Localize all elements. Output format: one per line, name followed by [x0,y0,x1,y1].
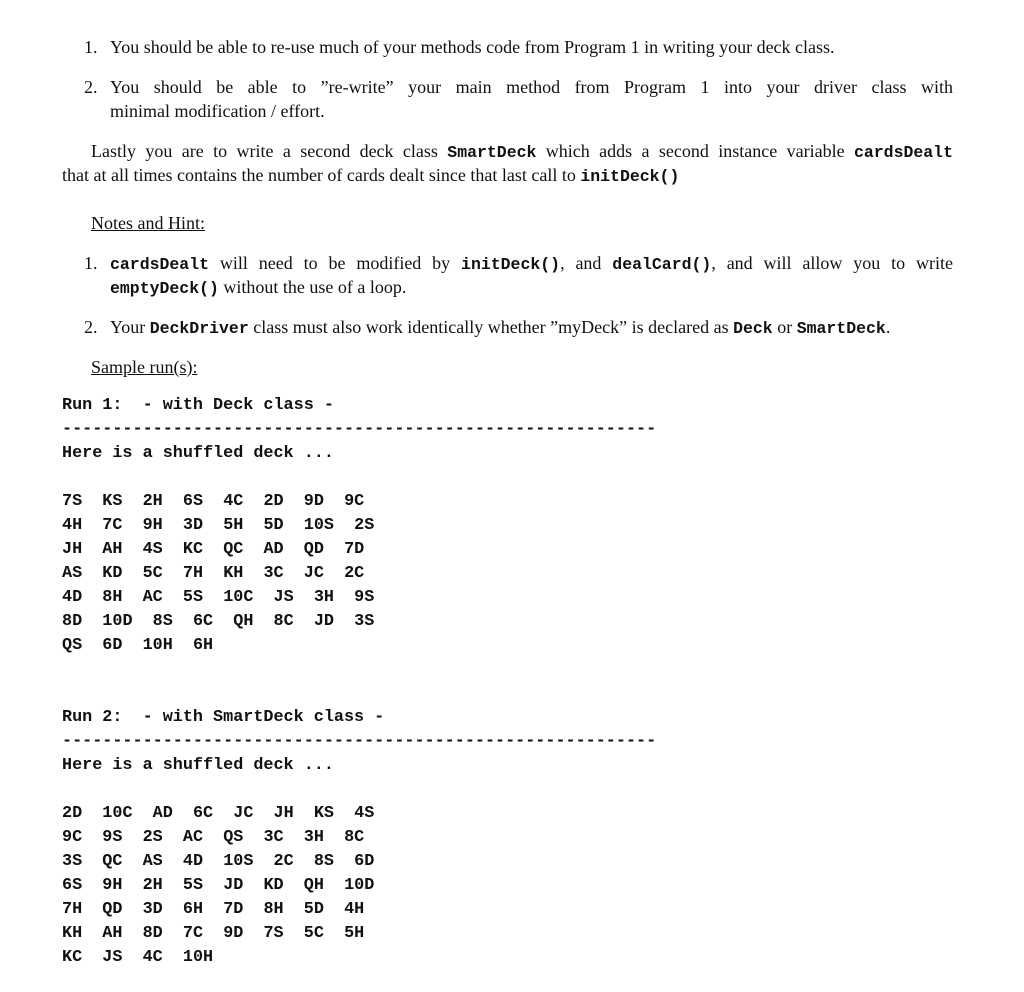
card: 8H [102,588,143,607]
card: 4H [344,900,385,919]
card: JH [273,804,314,823]
card: 6D [102,636,143,655]
card: QS [62,636,103,655]
run-title: Run 2: - with SmartDeck class - [62,708,385,727]
card: 4D [62,588,103,607]
card: 4C [223,492,264,511]
list-item-text: minimal modification / effort. [110,101,325,121]
card: 9C [62,828,103,847]
card: AD [152,804,193,823]
paragraph-line [91,139,953,165]
card: KD [263,876,304,895]
card: 2H [142,876,183,895]
card-row [62,850,394,874]
separator: ----------------------------------------------------------- [62,420,657,439]
list-item-text: You should be able to ”re-write” your main method from Program 1 into your driver class with [110,77,953,97]
card: 2S [354,516,395,535]
card-row [62,490,394,514]
card: AC [182,828,224,847]
card: JD [223,876,264,895]
card: 7H [62,900,103,919]
card: 7C [182,924,224,943]
text: , and will allow you to write [711,253,953,273]
notes-heading: Notes and Hint: [91,213,205,233]
code: cardsDealt [110,255,210,274]
card: QC [102,852,143,871]
card: 5S [182,876,224,895]
card-row [62,610,394,634]
card: 6S [182,492,224,511]
card: KC [62,948,103,967]
card: 10D [102,612,153,631]
card: KH [223,564,264,583]
list-item-text: You should be able to re-use much of your methods code from Program 1 in writing your deck class. [110,37,835,57]
card: 10S [303,516,355,535]
code: cardsDealt [853,143,953,162]
card: 3C [263,828,304,847]
hint-text [110,251,953,277]
card: 2D [263,492,304,511]
card-row [62,826,394,850]
card: QC [223,540,264,559]
card-row [62,946,394,970]
card: 2C [273,852,314,871]
card: QD [303,540,345,559]
code: Deck [733,319,773,338]
text: which adds a second instance variable [536,141,854,161]
card: 8S [152,612,193,631]
hint-text [110,275,406,301]
card: AD [263,540,304,559]
card: 5H [223,516,264,535]
code: initDeck() [461,255,561,274]
card: 3D [142,900,183,919]
card: 5C [142,564,183,583]
card-list [62,490,394,658]
card: 3H [303,828,345,847]
card: 9S [354,588,395,607]
card: 4H [62,516,103,535]
text: . [885,317,891,337]
card: 4D [182,852,224,871]
card: AS [142,852,183,871]
separator: ----------------------------------------------------------- [62,732,657,751]
card: 8C [344,828,385,847]
list-number: 1. [84,37,98,57]
card: 3H [313,588,355,607]
card: 9D [303,492,345,511]
text: will need to be modified by [209,253,462,273]
card: JD [313,612,355,631]
card: 9C [344,492,385,511]
card: 6H [192,636,234,655]
card: 3D [182,516,224,535]
code: SmartDeck [796,319,886,338]
text: class must also work identically whether ”myDeck” is declared as [248,317,734,337]
card: 2C [344,564,385,583]
card: 5D [263,516,304,535]
card-row [62,874,394,898]
card: AH [102,924,143,943]
code: initDeck() [580,167,680,186]
card: 5C [303,924,345,943]
run-title: Run 1: - with Deck class - [62,396,334,415]
sample-heading: Sample run(s): [91,357,198,377]
card: 8H [263,900,304,919]
run-intro: Here is a shuffled deck ... [62,444,334,463]
card: 5D [303,900,345,919]
run-intro: Here is a shuffled deck ... [62,756,334,775]
card: KH [62,924,103,943]
card: 10C [102,804,153,823]
text: without the use of a loop. [218,277,407,297]
code: DeckDriver [149,319,249,338]
card: 10H [142,636,193,655]
card-row [62,802,394,826]
card: 8D [62,612,103,631]
card: 7H [182,564,224,583]
card: QD [102,900,143,919]
card: QH [233,612,274,631]
card-list [62,802,394,970]
card-row [62,562,394,586]
card: QS [223,828,264,847]
card: 7D [223,900,264,919]
card: KC [182,540,224,559]
text: Your [110,317,150,337]
list-number: 1. [84,253,98,273]
text: or [772,317,797,337]
card: JH [62,540,103,559]
card: 9H [102,876,143,895]
card: 7S [263,924,304,943]
list-number: 2. [84,77,98,97]
card: AS [62,564,103,583]
card-row [62,922,394,946]
card: 3S [354,612,395,631]
card: 2D [62,804,103,823]
text: that at all times contains the number of cards dealt since that last call to [62,165,581,185]
card: 8S [313,852,355,871]
card: 3S [62,852,103,871]
card: 8D [142,924,183,943]
card: 5H [344,924,385,943]
card: AH [102,540,143,559]
card: QH [303,876,345,895]
card: 7S [62,492,103,511]
card: JS [273,588,314,607]
card: 2H [142,492,183,511]
card: 9H [142,516,183,535]
text: Lastly you are to write a second deck class [91,141,448,161]
hint-text [110,315,890,341]
card: 3C [263,564,304,583]
card: 9S [102,828,143,847]
card-row [62,634,394,658]
code: SmartDeck [447,143,537,162]
card: 4C [142,948,183,967]
code: emptyDeck() [110,279,219,298]
card: 6H [182,900,224,919]
card: JS [102,948,143,967]
card-row [62,898,394,922]
card: 8C [273,612,314,631]
card: 6S [62,876,103,895]
card: 5S [182,588,224,607]
card: 10H [182,948,234,967]
card-row [62,514,394,538]
code: dealCard() [612,255,712,274]
card: KS [313,804,355,823]
card: 7C [102,516,143,535]
card: 9D [223,924,264,943]
card: KD [102,564,143,583]
card: 6C [192,804,234,823]
card: 4S [142,540,183,559]
card: JC [233,804,274,823]
card: AC [142,588,183,607]
card: 4S [354,804,395,823]
card: KS [102,492,143,511]
card: JC [303,564,345,583]
card: 6D [354,852,395,871]
paragraph-line [62,163,679,189]
card: 7D [344,540,385,559]
card: 6C [192,612,234,631]
card: 10C [223,588,274,607]
list-number: 2. [84,317,98,337]
card: 10D [344,876,395,895]
card-row [62,538,394,562]
card: 10S [223,852,274,871]
card: 2S [142,828,183,847]
card-row [62,586,394,610]
text: , and [560,253,613,273]
